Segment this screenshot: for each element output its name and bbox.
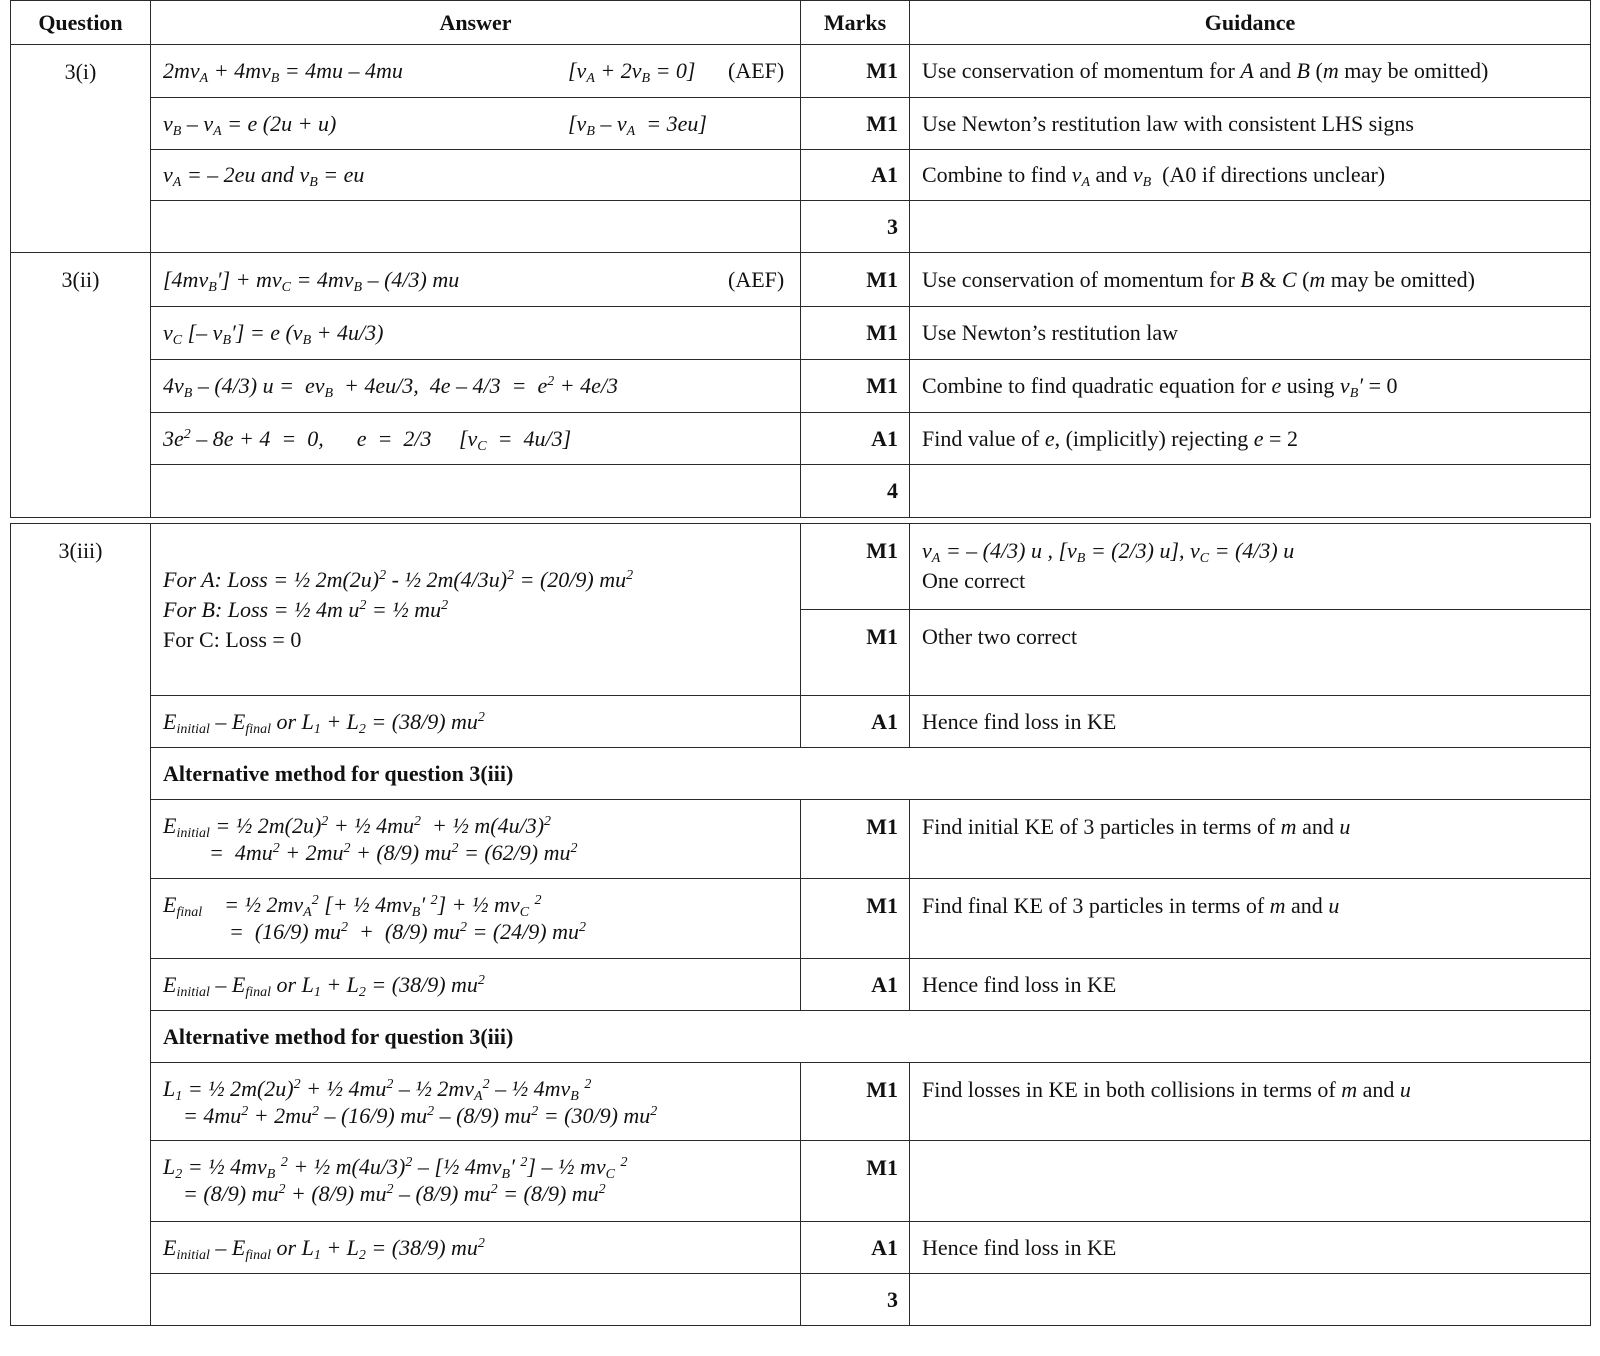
answer-cell: $v_A$ = – 2eu and $v_B$ = eu xyxy=(151,150,801,201)
answer-cell: $E_{initial} - E_{final}$ or $L_1 + L_2 = (38/9)$ $mu^2$ xyxy=(151,959,801,1011)
table-row xyxy=(11,413,1591,465)
guidance-one-correct: One correct xyxy=(922,568,1026,593)
loss-c-line: For C: Loss = 0 xyxy=(163,626,302,652)
question-label-3ii: 3(ii) xyxy=(11,253,151,518)
guidance-cell: Find final KE of 3 particles in terms of m and u xyxy=(910,879,1591,959)
total-marks: 3 xyxy=(801,1274,910,1326)
guidance-cell: Find losses in KE in both collisions in terms of m and u xyxy=(910,1063,1591,1141)
guidance-cell: Other two correct xyxy=(910,610,1591,696)
table-row xyxy=(11,1141,1591,1222)
mark-cell: M1 xyxy=(801,98,910,150)
table-row xyxy=(11,98,1591,150)
total-marks: 4 xyxy=(801,465,910,518)
guidance-cell: Use Newton’s restitution law xyxy=(910,307,1591,360)
header-answer: Answer xyxy=(151,1,801,45)
question-label-3i: 3(i) xyxy=(11,45,151,253)
answer-cell: $E_{final}$ = ½ $2mv_A^2$ [+ ½ $4mv_B'$ $^2$] + ½ $mv_C$ $^2$ = (16/9) $mu^2 + (8/9) mu^2 = (24/9)$ $mu^2$ xyxy=(151,879,801,959)
guidance-cell: Use conservation of momentum for B & C (m may be omitted) xyxy=(910,253,1591,307)
mark-cell: M1 xyxy=(801,45,910,98)
table-row xyxy=(11,1274,1591,1326)
table-row xyxy=(11,524,1591,610)
header-row xyxy=(11,1,1591,45)
answer-cell: $L_2$ = ½ $4mv_B$ $^2$ + ½ $m(4u/3)^2$ – [½ $4mv_B'$ $^2$] – ½ $mv_C$ $^2$ = (8/9) $mu^2 + (8/9)$ $mu^2 - (8/9) mu^2 = (8/9)$ $mu^2$ xyxy=(151,1141,801,1222)
answer-cell: $E_{initial}$ = ½ $2m(2u)^2$ + ½ $4mu^2$ + ½ $m(4u/3)^2$ = $4mu^2 + 2mu^2 + (8/9) mu^2 = (62/9)$ $mu^2$ xyxy=(151,800,801,879)
mark-cell: A1 xyxy=(801,959,910,1011)
table-row xyxy=(11,696,1591,748)
alternative-method-heading: Alternative method for question 3(iii) xyxy=(151,1011,1591,1063)
guidance-cell: Hence find loss in KE xyxy=(910,1222,1591,1274)
mark-cell: M1 xyxy=(801,253,910,307)
mark-cell: A1 xyxy=(801,696,910,748)
table-row xyxy=(11,1222,1591,1274)
guidance-cell: Use Newton’s restitution law with consistent LHS signs xyxy=(910,98,1591,150)
alternative-method-heading: Alternative method for question 3(iii) xyxy=(151,748,1591,800)
total-marks: 3 xyxy=(801,201,910,253)
mark-cell: M1 xyxy=(801,307,910,360)
mark-cell: M1 xyxy=(801,360,910,413)
table-row xyxy=(11,465,1591,518)
mark-cell: M1 xyxy=(801,879,910,959)
header-marks: Marks xyxy=(801,1,910,45)
guidance-cell: Combine to find quadratic equation for e using $v_B' = 0$ xyxy=(910,360,1591,413)
answer-cell: $v_C$ [– $v_B'] = e$ $(v_B + 4u/3)$ xyxy=(151,307,801,360)
guidance-cell: Hence find loss in KE xyxy=(910,959,1591,1011)
table-row xyxy=(11,45,1591,98)
header-question: Question xyxy=(11,1,151,45)
guidance-cell: Find initial KE of 3 particles in terms of m and u xyxy=(910,800,1591,879)
question-label-3iii: 3(iii) xyxy=(11,524,151,1326)
table-row xyxy=(11,253,1591,307)
guidance-cell: Find value of e, (implicitly) rejecting e = 2 xyxy=(910,413,1591,465)
answer-cell: $L_1$ = ½ $2m(2u)^2$ + ½ $4mu^2$ – ½ $2mv_A^2$ – ½ $4mv_B$ $^2$ = $4mu^2 + 2mu^2 - (16/9)$ $mu^2 - (8/9) mu^2 = (30/9)$ $mu^2$ xyxy=(151,1063,801,1141)
mark-cell: M1 xyxy=(801,800,910,879)
table-row xyxy=(11,800,1591,879)
table-row xyxy=(11,959,1591,1011)
mark-cell: M1 xyxy=(801,610,910,696)
answer-cell: $v_B - v_A = e$ (2u + u) $[v_B - v_A = 3eu]$ xyxy=(151,98,801,150)
mark-cell: A1 xyxy=(801,413,910,465)
mark-cell: M1 xyxy=(801,1063,910,1141)
mark-scheme-table xyxy=(10,0,1591,1326)
answer-cell: For A: Loss = ½ $2m(2u)^2$ - ½ $2m(4/3u)^2 = (20/9)$ $mu^2$ For B: Loss = ½ 4m $u^2$ = ½ $mu^2$ For C: Loss = 0 xyxy=(151,524,801,696)
table-row xyxy=(11,748,1591,800)
answer-cell: $4v_B - (4/3) u = ev_B + 4eu/3$, $4e - 4/3 = e^2 + 4e/3$ xyxy=(151,360,801,413)
table-row xyxy=(11,360,1591,413)
table-row xyxy=(11,1011,1591,1063)
mark-cell: M1 xyxy=(801,1141,910,1222)
header-guidance: Guidance xyxy=(910,1,1591,45)
answer-cell: $3e^2 - 8e + 4 = 0$, e = 2/3 $[v_C = 4u/3]$ xyxy=(151,413,801,465)
answer-cell: $2mv_A + 4mv_B = 4mu - 4mu$ $[v_A + 2v_B = 0]$ (AEF) xyxy=(151,45,801,98)
answer-cell: $E_{initial} - E_{final}$ or $L_1 + L_2 = (38/9)$ $mu^2$ xyxy=(151,1222,801,1274)
table-row xyxy=(11,1063,1591,1141)
guidance-cell: Combine to find $v_A$ and $v_B$ (A0 if directions unclear) xyxy=(910,150,1591,201)
mark-cell: M1 xyxy=(801,524,910,610)
answer-cell: $[4mv_B'] + mv_C = 4mv_B - (4/3)$ mu (AEF) xyxy=(151,253,801,307)
guidance-cell: $v_A$ = – (4/3) u , [$v_B = (2/3)$ u], $v_C = (4/3)$ u One correct xyxy=(910,524,1591,610)
table-row xyxy=(11,201,1591,253)
mark-cell: A1 xyxy=(801,150,910,201)
table-row xyxy=(11,150,1591,201)
table-row xyxy=(11,879,1591,959)
mark-cell: A1 xyxy=(801,1222,910,1274)
guidance-cell: Hence find loss in KE xyxy=(910,696,1591,748)
guidance-cell: Use conservation of momentum for A and B (m may be omitted) xyxy=(910,45,1591,98)
table-row xyxy=(11,307,1591,360)
answer-cell: $E_{initial} - E_{final}$ or $L_1 + L_2 = (38/9)$ $mu^2$ xyxy=(151,696,801,748)
